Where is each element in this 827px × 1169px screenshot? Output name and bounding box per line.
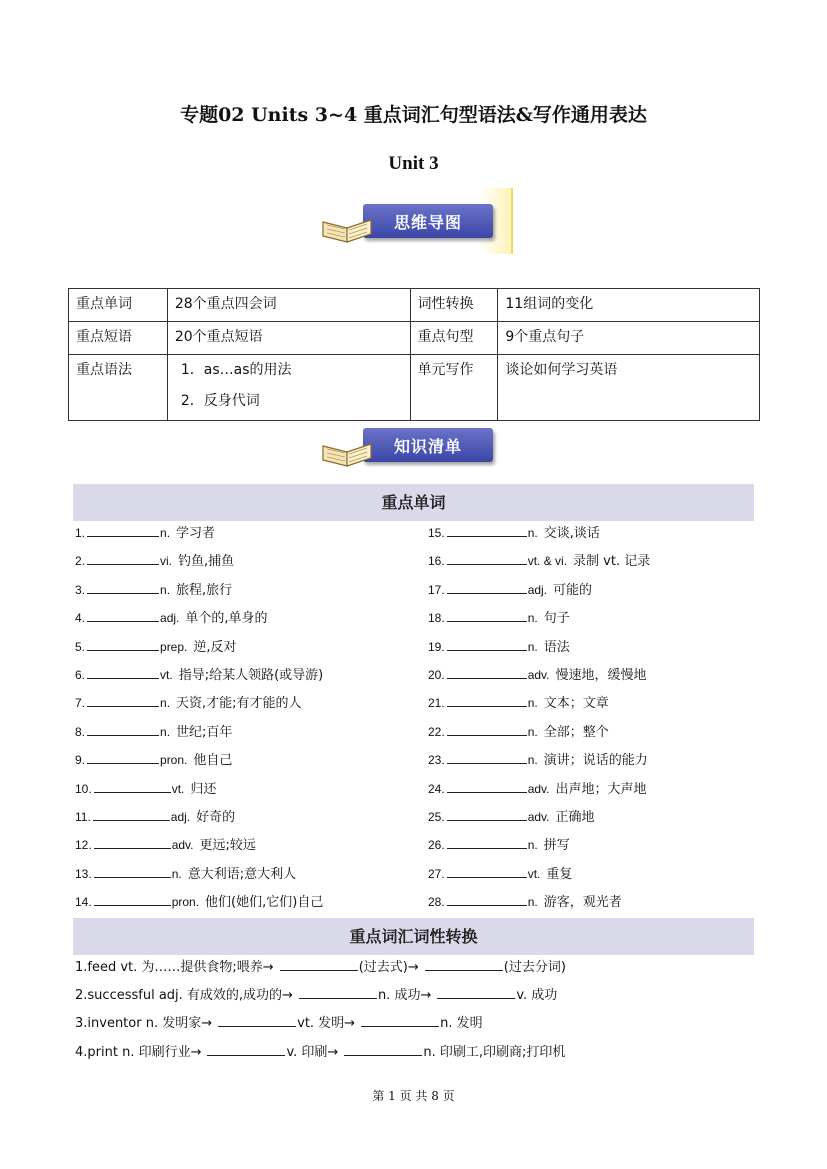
- table-cell: 重点短语: [69, 322, 168, 355]
- answer-blank[interactable]: [447, 779, 527, 793]
- list-item: [428, 523, 600, 543]
- list-item: [75, 523, 215, 543]
- word-meaning: 拼写: [543, 838, 570, 853]
- part-of-speech: vt. & vi.: [527, 554, 568, 568]
- word-meaning: 语法: [543, 640, 570, 655]
- answer-blank[interactable]: [87, 637, 159, 651]
- item-number: 16.: [428, 554, 445, 568]
- answer-blank[interactable]: [447, 637, 527, 651]
- mind-map-banner: [313, 188, 513, 254]
- part-of-speech: pron.: [160, 753, 188, 767]
- answer-blank[interactable]: [94, 779, 171, 793]
- word-meaning: 文本；文章: [543, 696, 609, 711]
- conversion-item: [75, 1042, 565, 1064]
- list-item: [75, 864, 296, 884]
- item-number: 2.: [75, 554, 86, 568]
- item-number: 12.: [75, 838, 92, 852]
- item-number: 25.: [428, 810, 445, 824]
- table-cell: 28个重点四会词: [167, 289, 410, 322]
- conversion-form: n. 印刷工,印刷商;打印机: [423, 1045, 566, 1060]
- word-meaning: 天资,才能;有才能的人: [176, 696, 302, 711]
- banner-ribbon: [363, 428, 493, 462]
- answer-blank[interactable]: [87, 665, 159, 679]
- item-number: 20.: [428, 668, 445, 682]
- part-of-speech: n.: [160, 725, 171, 739]
- part-of-speech: n.: [527, 696, 538, 710]
- table-cell: 11组词的变化: [498, 289, 760, 322]
- word-meaning: 正确地: [555, 810, 595, 825]
- list-item: [75, 608, 268, 628]
- part-of-speech: n.: [527, 895, 538, 909]
- word-meaning: 慢速地，缓慢地: [555, 668, 647, 683]
- part-of-speech: n.: [160, 583, 171, 597]
- part-of-speech: adv.: [171, 838, 194, 852]
- answer-blank[interactable]: [207, 1042, 285, 1056]
- answer-blank[interactable]: [87, 580, 159, 594]
- list-item: [428, 864, 572, 884]
- list-item: [75, 693, 302, 713]
- table-cell: 20个重点短语: [167, 322, 410, 355]
- list-item: [75, 779, 216, 799]
- word-meaning: 世纪;百年: [176, 725, 233, 740]
- item-number: 9.: [75, 753, 86, 767]
- word-meaning: 录制 vt. 记录: [573, 554, 651, 569]
- knowledge-list-banner: [313, 416, 513, 482]
- conversion-form: n. 发明: [440, 1016, 483, 1031]
- answer-blank[interactable]: [447, 835, 527, 849]
- table-cell: 9个重点句子: [498, 322, 760, 355]
- item-number: 27.: [428, 867, 445, 881]
- conversion-prompt: 4.print n. 印刷行业→: [75, 1045, 202, 1060]
- part-of-speech: n.: [527, 640, 538, 654]
- answer-blank[interactable]: [425, 957, 503, 971]
- part-of-speech: n.: [171, 867, 182, 881]
- item-number: 19.: [428, 640, 445, 654]
- item-number: 1.: [75, 526, 86, 540]
- conversion-form: v. 印刷→: [286, 1045, 339, 1060]
- item-number: 23.: [428, 753, 445, 767]
- word-meaning: 全部；整个: [543, 725, 609, 740]
- item-number: 8.: [75, 725, 86, 739]
- word-meaning: 更远;较远: [199, 838, 256, 853]
- mind-map-label: 思维导图: [393, 213, 462, 232]
- word-meaning: 演讲；说话的能力: [543, 753, 648, 768]
- word-meaning: 游客，观光者: [543, 895, 622, 910]
- word-meaning: 句子: [543, 611, 570, 626]
- table-row: [69, 289, 760, 322]
- list-item: [428, 665, 647, 685]
- item-number: 17.: [428, 583, 445, 597]
- list-item: [75, 637, 237, 657]
- conversion-form: n. 成功→: [377, 988, 432, 1003]
- list-item: [75, 835, 256, 855]
- part-of-speech: vi.: [160, 554, 173, 568]
- word-meaning: 意大利语;意大利人: [187, 867, 297, 882]
- open-book-icon: [319, 436, 375, 468]
- word-meaning: 指导;给某人领路(或导游): [178, 668, 324, 683]
- answer-blank[interactable]: [447, 580, 527, 594]
- item-number: 13.: [75, 867, 92, 881]
- page-title: 专题02 Units 3~4 重点词汇句型语法&写作通用表达: [180, 104, 647, 126]
- part-of-speech: pron.: [171, 895, 200, 909]
- conversion-item: [75, 985, 557, 1007]
- word-meaning: 交谈,谈话: [543, 526, 600, 541]
- table-cell: 重点语法: [69, 355, 168, 421]
- list-item: [75, 892, 323, 912]
- item-number: 28.: [428, 895, 445, 909]
- item-number: 15.: [428, 526, 445, 540]
- word-meaning: 学习者: [176, 526, 216, 541]
- list-item: [428, 779, 647, 799]
- list-item: [428, 551, 650, 571]
- list-item: [428, 693, 609, 713]
- banner-ribbon: [363, 204, 493, 238]
- part-of-speech: adj.: [160, 611, 180, 625]
- part-of-speech: adv.: [527, 782, 550, 796]
- answer-blank[interactable]: [447, 551, 527, 565]
- list-item: [428, 750, 648, 770]
- table-row: [69, 355, 760, 421]
- answer-blank[interactable]: [87, 722, 159, 736]
- table-cell: [167, 355, 410, 421]
- answer-blank[interactable]: [218, 1013, 296, 1027]
- part-of-speech: adv.: [527, 810, 550, 824]
- list-item: [75, 580, 232, 600]
- word-meaning: 钓鱼,捕鱼: [178, 554, 235, 569]
- item-number: 14.: [75, 895, 92, 909]
- grammar-point-1: 1．as…as的用法: [180, 362, 292, 378]
- answer-blank[interactable]: [447, 523, 527, 537]
- part-of-speech: n.: [527, 611, 538, 625]
- item-number: 3.: [75, 583, 86, 597]
- list-item: [75, 665, 323, 685]
- table-cell: 单元写作: [410, 355, 498, 421]
- answer-blank[interactable]: [344, 1042, 422, 1056]
- item-number: 24.: [428, 782, 445, 796]
- part-of-speech: adj.: [527, 583, 548, 597]
- word-meaning: 旅程,旅行: [176, 583, 233, 598]
- part-of-speech: n.: [527, 526, 538, 540]
- table-cell: 词性转换: [410, 289, 498, 322]
- section-key-words: 重点单词: [73, 484, 754, 521]
- word-meaning: 他们(她们,它们)自己: [205, 895, 324, 910]
- word-meaning: 逆,反对: [193, 640, 237, 655]
- part-of-speech: n.: [527, 838, 538, 852]
- table-cell: 重点单词: [69, 289, 168, 322]
- part-of-speech: n.: [160, 526, 171, 540]
- part-of-speech: vt.: [527, 867, 541, 881]
- answer-blank[interactable]: [447, 864, 527, 878]
- list-item: [428, 580, 592, 600]
- conversion-form: (过去式)→: [358, 960, 419, 975]
- answer-blank[interactable]: [447, 693, 527, 707]
- item-number: 11.: [75, 810, 91, 824]
- item-number: 22.: [428, 725, 445, 739]
- item-number: 26.: [428, 838, 445, 852]
- word-meaning: 可能的: [553, 583, 593, 598]
- item-number: 18.: [428, 611, 445, 625]
- answer-blank[interactable]: [87, 523, 159, 537]
- answer-blank[interactable]: [361, 1013, 439, 1027]
- part-of-speech: n.: [527, 753, 538, 767]
- part-of-speech: vt.: [171, 782, 185, 796]
- section-word-conversion: 重点词汇词性转换: [73, 918, 754, 955]
- item-number: 10.: [75, 782, 92, 796]
- word-meaning: 出声地；大声地: [555, 782, 647, 797]
- answer-blank[interactable]: [87, 693, 159, 707]
- table-cell: 重点句型: [410, 322, 498, 355]
- conversion-prompt: 1.feed vt. 为……提供食物;喂养→: [75, 960, 274, 975]
- answer-blank[interactable]: [94, 892, 171, 906]
- answer-blank[interactable]: [87, 551, 159, 565]
- word-meaning: 好奇的: [196, 810, 236, 825]
- list-item: [75, 750, 232, 770]
- answer-blank[interactable]: [87, 608, 159, 622]
- answer-blank[interactable]: [94, 864, 171, 878]
- conversion-prompt: 2.successful adj. 有成效的,成功的→: [75, 988, 293, 1003]
- answer-blank[interactable]: [280, 957, 358, 971]
- page-footer: 第 1 页 共 8 页: [372, 1089, 455, 1103]
- conversion-prompt: 3.inventor n. 发明家→: [75, 1016, 213, 1031]
- conversion-form: vt. 发明→: [297, 1016, 356, 1031]
- part-of-speech: adv.: [527, 668, 550, 682]
- answer-blank[interactable]: [447, 807, 527, 821]
- list-item: [75, 807, 235, 827]
- list-item: [428, 835, 570, 855]
- answer-blank[interactable]: [447, 608, 527, 622]
- answer-blank[interactable]: [447, 722, 527, 736]
- table-row: [69, 322, 760, 355]
- conversion-form: v. 成功: [516, 988, 558, 1003]
- part-of-speech: vt.: [160, 668, 173, 682]
- answer-blank[interactable]: [447, 665, 527, 679]
- list-item: [428, 807, 595, 827]
- answer-blank[interactable]: [87, 750, 159, 764]
- item-number: 5.: [75, 640, 86, 654]
- item-number: 7.: [75, 696, 86, 710]
- answer-blank[interactable]: [93, 807, 170, 821]
- answer-blank[interactable]: [447, 750, 527, 764]
- list-item: [428, 722, 609, 742]
- list-item: [428, 892, 622, 912]
- answer-blank[interactable]: [437, 985, 515, 999]
- answer-blank[interactable]: [447, 892, 527, 906]
- list-item: [428, 637, 570, 657]
- answer-blank[interactable]: [94, 835, 171, 849]
- word-meaning: 单个的,单身的: [185, 611, 268, 626]
- item-number: 21.: [428, 696, 445, 710]
- answer-blank[interactable]: [299, 985, 377, 999]
- word-meaning: 他自己: [193, 753, 233, 768]
- grammar-point-2: 2．反身代词: [180, 393, 260, 409]
- list-item: [75, 722, 232, 742]
- unit-heading: Unit 3: [388, 153, 439, 174]
- conversion-item: [75, 1013, 483, 1035]
- word-meaning: 重复: [546, 867, 573, 882]
- item-number: 6.: [75, 668, 86, 682]
- part-of-speech: n.: [160, 696, 171, 710]
- list-item: [428, 608, 570, 628]
- item-number: 4.: [75, 611, 86, 625]
- word-meaning: 归还: [190, 782, 217, 797]
- knowledge-list-label: 知识清单: [393, 437, 462, 456]
- open-book-icon: [319, 212, 375, 244]
- conversion-form: (过去分词): [503, 960, 566, 975]
- part-of-speech: prep.: [160, 640, 188, 654]
- part-of-speech: adj.: [170, 810, 191, 824]
- part-of-speech: n.: [527, 725, 538, 739]
- overview-table: [68, 288, 760, 421]
- conversion-item: [75, 957, 566, 979]
- table-cell: 谈论如何学习英语: [498, 355, 760, 421]
- list-item: [75, 551, 234, 571]
